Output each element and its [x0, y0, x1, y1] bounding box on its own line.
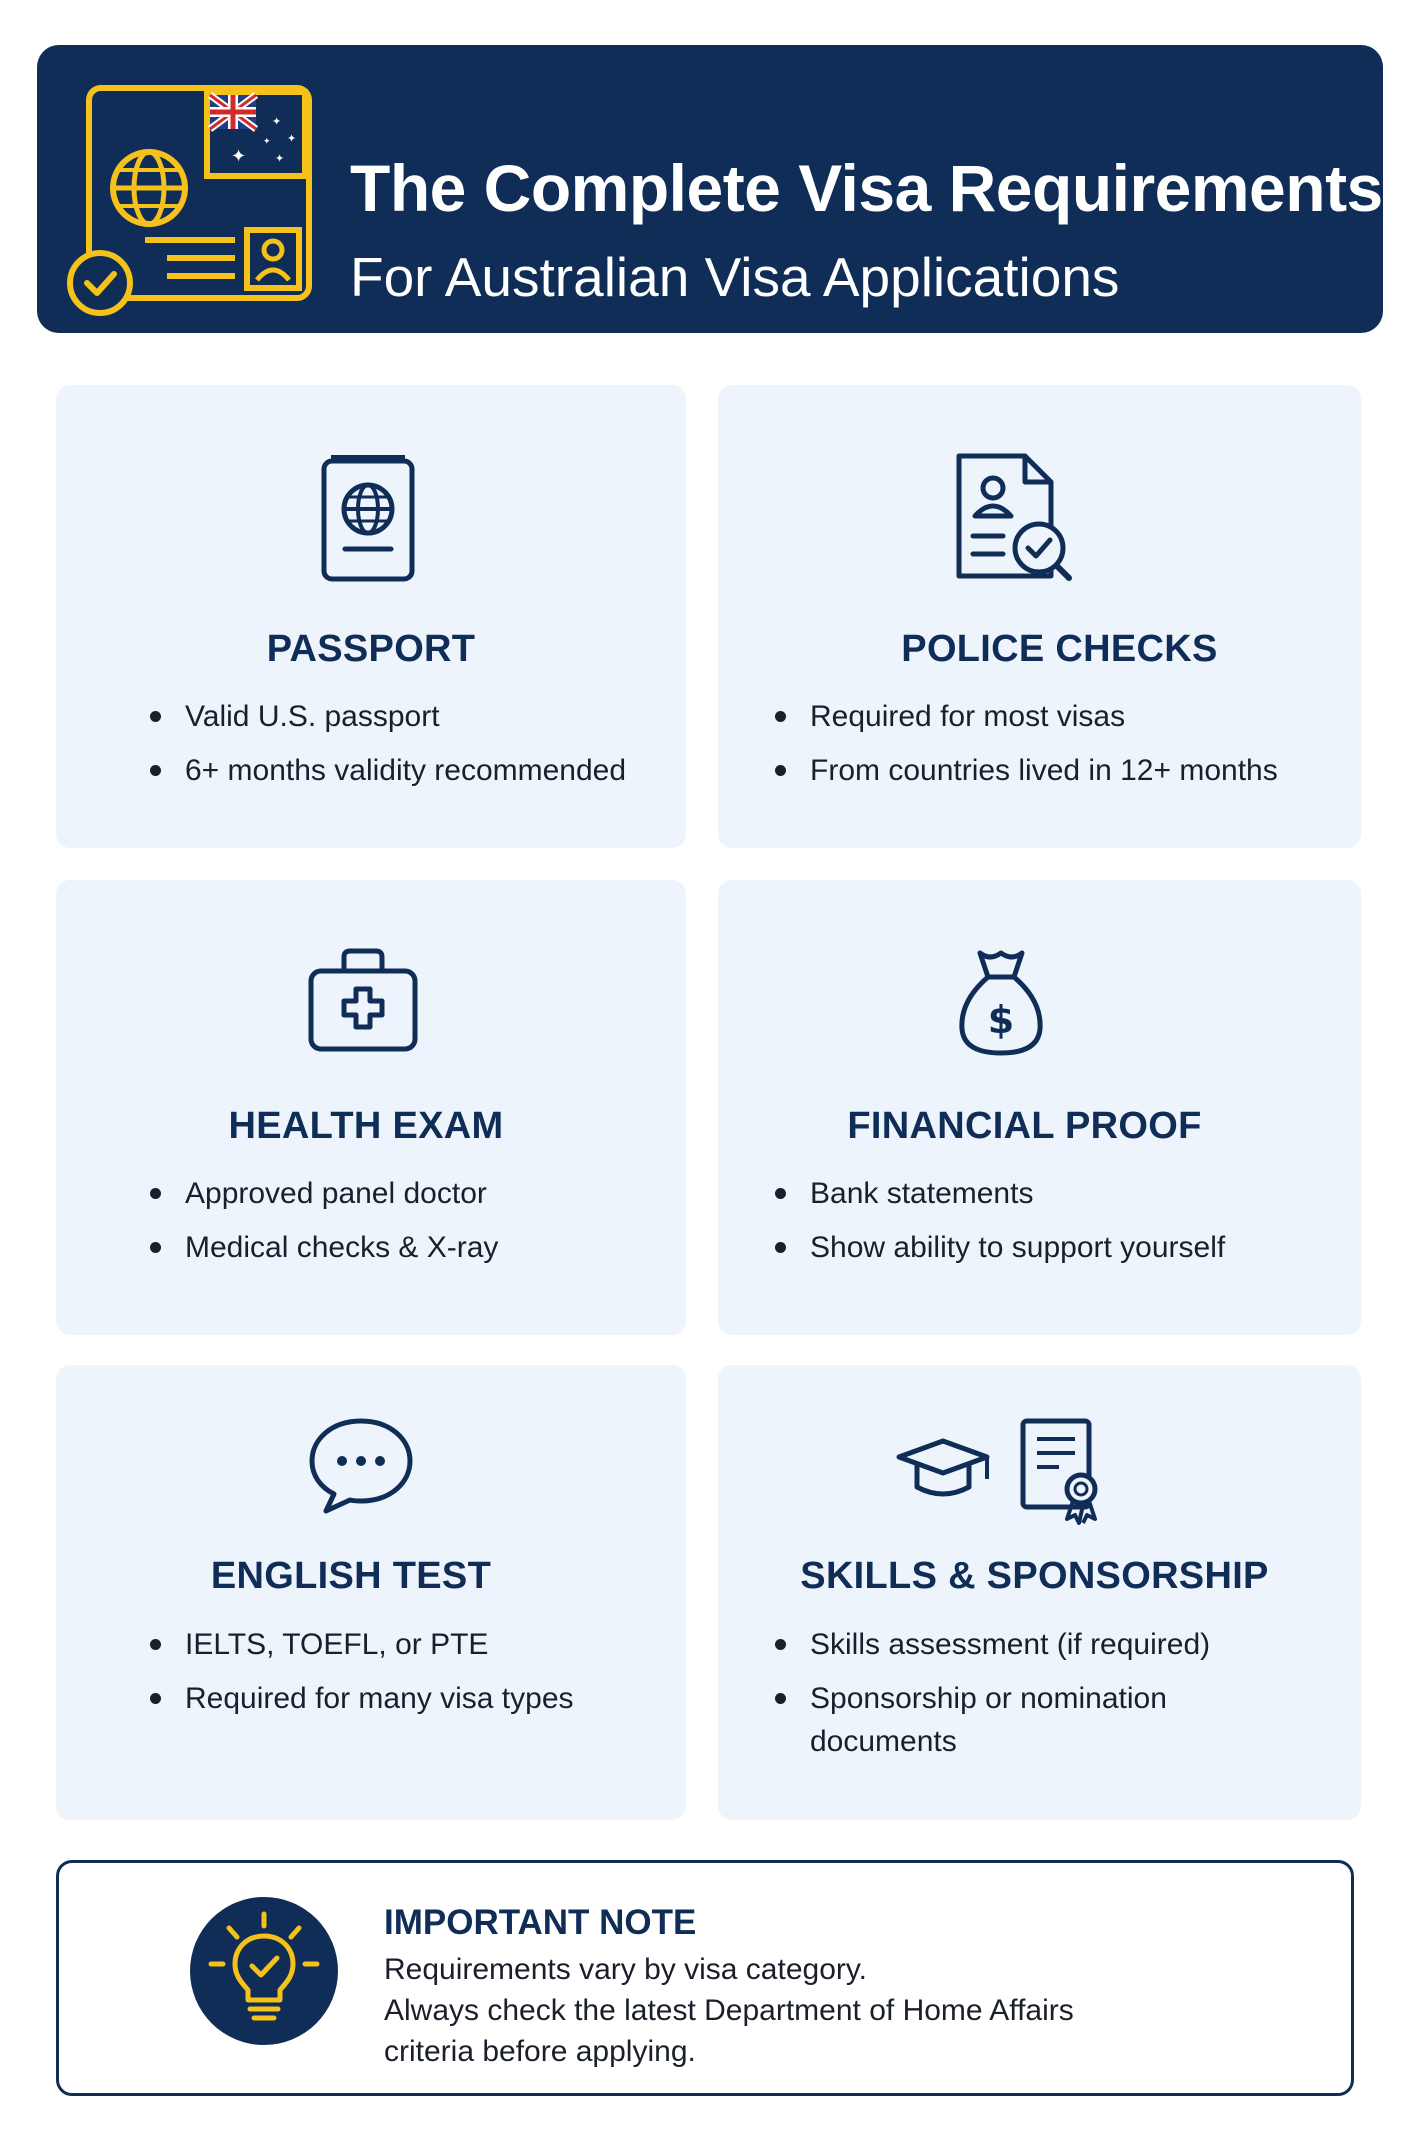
card-list-passport	[131, 695, 666, 803]
card-skills-sponsorship	[718, 1365, 1361, 1820]
card-list-english-test	[131, 1623, 666, 1731]
card-police-checks	[718, 385, 1361, 848]
list-item: Approved panel doctor	[131, 1172, 666, 1215]
page-subtitle: For Australian Visa Applications	[350, 246, 1120, 308]
card-list-police-checks	[756, 695, 1341, 803]
police-check-icon	[951, 450, 1076, 585]
note-line: Always check the latest Department of Home Affairs	[384, 1994, 1074, 2027]
card-passport	[56, 385, 686, 848]
list-item: Show ability to support yourself	[756, 1226, 1341, 1269]
card-title-health-exam: HEALTH EXAM	[228, 1105, 504, 1147]
list-item: Medical checks & X-ray	[131, 1226, 666, 1269]
note-line: Requirements vary by visa category.	[384, 1953, 867, 1986]
svg-text:✦: ✦	[231, 146, 247, 167]
card-financial-proof	[718, 880, 1361, 1335]
list-item: Skills assessment (if required)	[756, 1623, 1341, 1666]
speech-bubble-icon	[306, 1415, 416, 1515]
graduation-certificate-icon	[893, 1415, 1113, 1525]
svg-text:✦: ✦	[263, 137, 271, 147]
card-health-exam	[56, 880, 686, 1335]
card-title-financial-proof: FINANCIAL PROOF	[847, 1105, 1202, 1147]
card-english-test	[56, 1365, 686, 1820]
card-title-english-test: ENGLISH TEST	[210, 1555, 492, 1597]
medical-kit-icon	[306, 945, 421, 1055]
list-item: Sponsorship or nomination documents	[756, 1677, 1341, 1763]
svg-text:✦: ✦	[272, 115, 282, 128]
card-list-financial-proof	[756, 1172, 1341, 1280]
svg-text:✦: ✦	[287, 132, 297, 145]
page-title: The Complete Visa Requirements	[350, 151, 1383, 225]
note-title: IMPORTANT NOTE	[384, 1903, 697, 1942]
card-title-police-checks: POLICE CHECKS	[901, 628, 1218, 670]
list-item: Bank statements	[756, 1172, 1341, 1215]
note-line: criteria before applying.	[384, 2035, 696, 2068]
passport-icon	[319, 453, 419, 583]
card-list-health-exam	[131, 1172, 666, 1280]
card-title-skills-sponsorship: SKILLS & SPONSORSHIP	[800, 1555, 1269, 1597]
money-bag-icon	[956, 945, 1046, 1060]
svg-text:✦: ✦	[275, 152, 285, 165]
visa-document-icon	[67, 80, 327, 320]
header-banner	[37, 45, 1383, 333]
note-text	[384, 1949, 1284, 2072]
list-item: From countries lived in 12+ months	[756, 749, 1341, 792]
card-title-passport: PASSPORT	[266, 628, 476, 670]
list-item: Required for many visa types	[131, 1677, 666, 1720]
lightbulb-icon	[189, 1896, 339, 2046]
list-item: Valid U.S. passport	[131, 695, 666, 738]
list-item: IELTS, TOEFL, or PTE	[131, 1623, 666, 1666]
list-item: Required for most visas	[756, 695, 1341, 738]
svg-text:$: $	[987, 998, 1015, 1042]
card-list-skills-sponsorship	[756, 1623, 1341, 1774]
important-note	[56, 1860, 1354, 2096]
list-item: 6+ months validity recommended	[131, 749, 666, 792]
